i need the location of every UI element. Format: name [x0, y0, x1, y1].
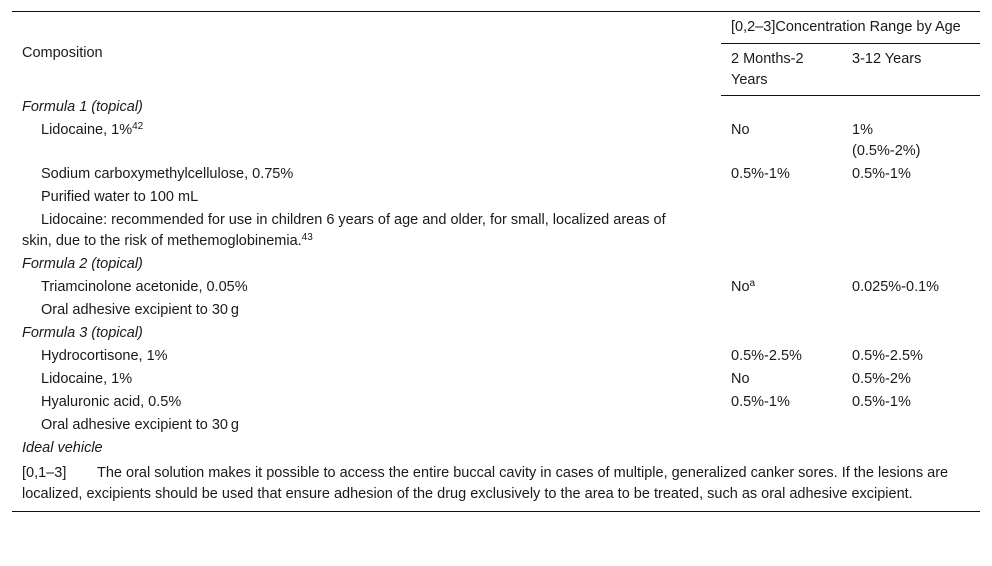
reference-sup: 43 — [301, 232, 313, 243]
section-row — [12, 253, 980, 276]
footnote-row — [12, 460, 980, 512]
formula-2-title: Formula 2 (topical) — [22, 256, 143, 272]
section-row — [12, 96, 980, 120]
concentration-group-header: [0,2–3]Concentration Range by Age — [721, 12, 980, 44]
value-2m-2y: 0.5%-1% — [731, 166, 790, 182]
value-3-12y: 1% (0.5%-2%) — [852, 122, 921, 159]
lidocaine-note: Lidocaine: recommended for use in children 6 years of age and older, for small, localized areas of skin, due to the risk of methemoglobinemia.$^{43}$ — [22, 212, 666, 249]
ingredient-cell: Oral adhesive excipient to 30 g — [41, 417, 239, 433]
value-2m-2y: No$^a$ — [731, 278, 756, 295]
ingredient-cell: Lidocaine, 1% — [41, 371, 133, 387]
ingredient-cell: Oral adhesive excipient to 30 g — [41, 302, 239, 318]
reference-sup: 42 — [132, 121, 144, 132]
value-2m-2y: 0.5%-2.5% — [731, 348, 802, 364]
value-2m-2y: 0.5%-1% — [731, 394, 790, 410]
age-header-2m-2y: 2 Months-2 Years — [721, 44, 842, 96]
section-row — [12, 322, 980, 345]
ideal-vehicle-title: Ideal vehicle — [22, 440, 103, 456]
ingredient-cell: Triamcinolone acetonide, 0.05% — [41, 279, 248, 295]
ingredient-cell: Purified water to 100 mL — [41, 189, 199, 205]
table-row — [12, 414, 980, 437]
value-3-12y: 0.5%-2.5% — [852, 348, 923, 364]
table-row — [12, 119, 980, 163]
section-row — [12, 437, 980, 460]
ingredient-cell: Lidocaine, 1%$^{42}$ — [41, 121, 144, 138]
value-2m-2y: No — [731, 122, 750, 138]
ideal-vehicle-text: [0,1–3] The oral solution makes it possible to access the entire buccal cavity in cases of multiple, generalized canker sores. If the lesions are localized, excipients should be used that ensure adhesion of the drug exclusively to the area to be treated, such as oral adhesive excipient. — [12, 460, 980, 512]
ingredient-cell: Sodium carboxymethylcellulose, 0.75% — [41, 166, 294, 182]
footnote-sup: a — [749, 278, 756, 289]
table-row — [12, 276, 980, 299]
composition-table — [12, 11, 980, 512]
value-3-12y: 0.5%-1% — [852, 166, 911, 182]
ideal-vehicle-tag: [0,1–3] — [22, 465, 67, 481]
table-row — [12, 345, 980, 368]
value-3-12y: 0.5%-2% — [852, 371, 911, 387]
ingredient-cell: Hydrocortisone, 1% — [41, 348, 168, 364]
age-header-3-12y: 3-12 Years — [842, 44, 980, 96]
table-row — [12, 209, 980, 253]
formula-1-title: Formula 1 (topical) — [22, 99, 143, 115]
formula-3-title: Formula 3 (topical) — [22, 325, 143, 341]
table-row — [12, 163, 980, 186]
header-row-top — [12, 12, 980, 44]
table-row — [12, 186, 980, 209]
value-2m-2y: No — [731, 371, 750, 387]
table-row — [12, 299, 980, 322]
composition-header: Composition — [12, 12, 721, 96]
table-row — [12, 368, 980, 391]
table-row — [12, 391, 980, 414]
value-3-12y: 0.025%-0.1% — [852, 279, 940, 295]
value-3-12y: 0.5%-1% — [852, 394, 911, 410]
ingredient-cell: Hyaluronic acid, 0.5% — [41, 394, 182, 410]
